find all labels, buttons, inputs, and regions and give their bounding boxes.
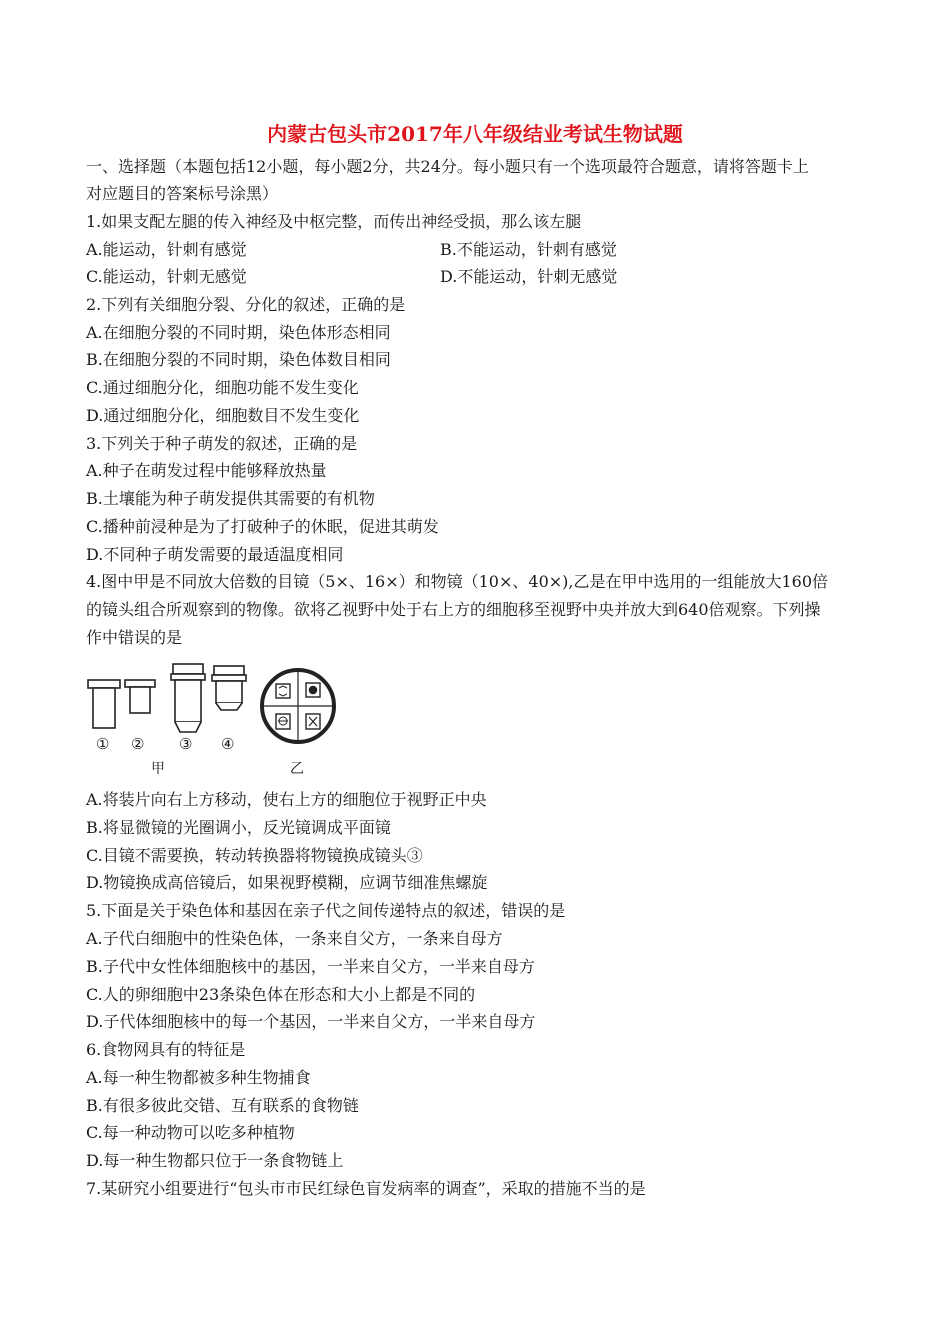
section-instructions-line2: 对应题目的答案标号涂黑） (86, 184, 279, 203)
question-6-option-b: B.有很多彼此交错、互有联系的食物链 (86, 1096, 359, 1115)
microscope-lens-illustration (86, 660, 356, 780)
question-2-stem: 2.下列有关细胞分裂、分化的叙述，正确的是 (86, 295, 406, 314)
question-4-stem-line2: 的镜头组合所观察到的物像。欲将乙视野中处于右上方的细胞移至视野中央并放大到640倍观察。下列操 (86, 600, 821, 619)
question-1-stem: 1.如果支配左腿的传入神经及中枢完整，而传出神经受损，那么该左腿 (86, 212, 582, 231)
figure-yi-label: 乙 (290, 761, 304, 777)
question-6-option-d: D.每一种生物都只位于一条食物链上 (86, 1151, 344, 1170)
question-1-option-d: D.不能运动，针刺无感觉 (440, 267, 618, 286)
question-5-option-d: D.子代体细胞核中的每一个基因，一半来自父方，一半来自母方 (86, 1012, 536, 1031)
question-4-stem-line1: 4.图中甲是不同放大倍数的目镜（5×、16×）和物镜（10×、40×),乙是在甲中选用的一组能放大160倍 (86, 572, 829, 591)
question-5-option-a: A.子代白细胞中的性染色体，一条来自父方，一条来自母方 (86, 929, 503, 948)
question-3-option-b: B.土壤能为种子萌发提供其需要的有机物 (86, 489, 375, 508)
question-4-option-b: B.将显微镜的光圈调小，反光镜调成平面镜 (86, 818, 391, 837)
question-6-option-a: A.每一种生物都被多种生物捕食 (86, 1068, 311, 1087)
question-1-option-b: B.不能运动，针刺有感觉 (440, 240, 617, 259)
question-2-option-b: B.在细胞分裂的不同时期，染色体数目相同 (86, 350, 391, 369)
question-3-option-d: D.不同种子萌发需要的最适温度相同 (86, 545, 344, 564)
microscope-figure (86, 660, 356, 780)
figure-jia-label: 甲 (151, 761, 165, 777)
question-4-option-a: A.将装片向右上方移动，使右上方的细胞位于视野正中央 (86, 790, 487, 809)
question-5-stem: 5.下面是关于染色体和基因在亲子代之间传递特点的叙述，错误的是 (86, 901, 566, 920)
question-4-option-d: D.物镜换成高倍镜后，如果视野模糊，应调节细准焦螺旋 (86, 873, 488, 892)
question-6-option-c: C.每一种动物可以吃多种植物 (86, 1123, 295, 1142)
question-6-stem: 6.食物网具有的特征是 (86, 1040, 246, 1059)
lens-4-label: ④ (221, 735, 235, 753)
question-3-option-a: A.种子在萌发过程中能够释放热量 (86, 461, 327, 480)
question-5-option-c: C.人的卵细胞中23条染色体在形态和大小上都是不同的 (86, 985, 476, 1004)
question-2-option-a: A.在细胞分裂的不同时期，染色体形态相同 (86, 323, 391, 342)
page-title: 内蒙古包头市2017年八年级结业考试生物试题 (267, 122, 683, 146)
question-3-option-c: C.播种前浸种是为了打破种子的休眠，促进其萌发 (86, 517, 439, 536)
question-1-option-a: A.能运动，针刺有感觉 (86, 240, 247, 259)
question-1-option-c: C.能运动，针刺无感觉 (86, 267, 247, 286)
question-4-option-c: C.目镜不需要换，转动转换器将物镜换成镜头③ (86, 846, 423, 865)
question-7-stem: 7.某研究小组要进行“包头市市民红绿色盲发病率的调查”，采取的措施不当的是 (86, 1179, 646, 1198)
lens-1-label: ① (96, 735, 110, 753)
question-3-stem: 3.下列关于种子萌发的叙述，正确的是 (86, 434, 358, 453)
question-2-option-c: C.通过细胞分化，细胞功能不发生变化 (86, 378, 359, 397)
lens-3-label: ③ (179, 735, 193, 753)
question-4-stem-line3: 作中错误的是 (86, 628, 183, 647)
question-5-option-b: B.子代中女性体细胞核中的基因，一半来自父方，一半来自母方 (86, 957, 535, 976)
section-instructions-line1: 一、选择题（本题包括12小题，每小题2分，共24分。每小题只有一个选项最符合题意，请将答题卡上 (86, 157, 809, 176)
question-2-option-d: D.通过细胞分化，细胞数目不发生变化 (86, 406, 360, 425)
lens-2-label: ② (131, 735, 145, 753)
